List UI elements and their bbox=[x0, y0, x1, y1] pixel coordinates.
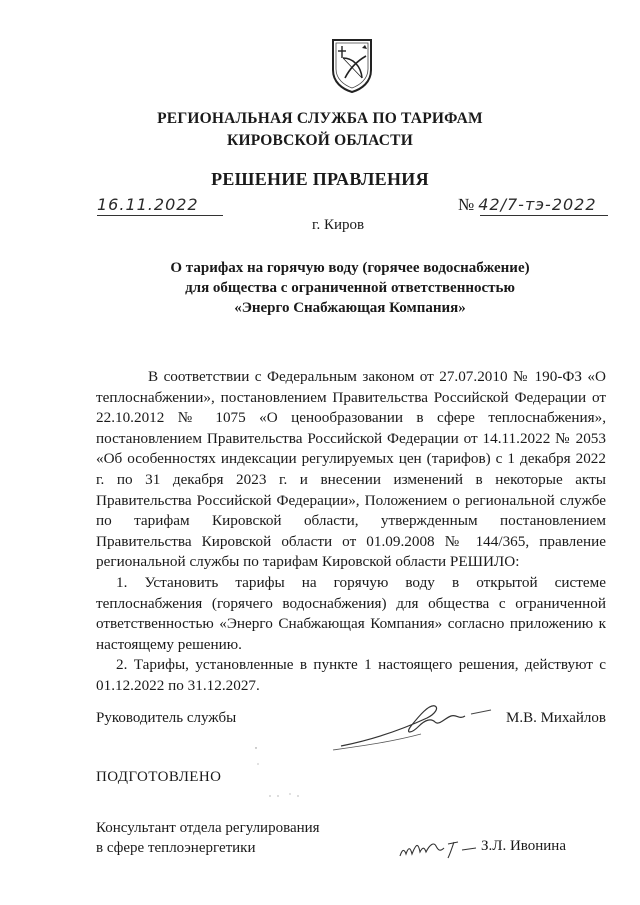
decision-date bbox=[97, 195, 223, 214]
number-underline bbox=[480, 215, 608, 216]
scan-specks bbox=[250, 740, 310, 810]
prepared-label: ПОДГОТОВЛЕНО bbox=[96, 769, 222, 785]
decision-body bbox=[96, 367, 606, 697]
item-2-paragraph: 2. Тарифы, установленные в пункте 1 настоящего решения, действуют с 01.12.2022 по 31.12.2027. bbox=[96, 656, 606, 694]
consultant-position bbox=[96, 818, 320, 858]
coat-of-arms-icon bbox=[329, 36, 375, 94]
consultant-position-line1: Консультант отдела регулирования bbox=[96, 820, 320, 836]
consultant-name: З.Л. Ивонина bbox=[481, 838, 566, 854]
decision-subject: О тарифах на горячую воду (горячее водоснабжение) для общества с ограниченной ответственностью «Энерго Снабжающая Компания» bbox=[170, 260, 530, 316]
document-title: РЕШЕНИЕ ПРАВЛЕНИЯ bbox=[211, 169, 429, 189]
head-signature-row bbox=[96, 710, 606, 750]
date-underline bbox=[97, 215, 223, 216]
number-sign: № bbox=[458, 195, 475, 214]
handwritten-signature-icon bbox=[396, 834, 482, 862]
head-name: М.В. Михайлов bbox=[505, 710, 606, 726]
organization-name-line2: КИРОВСКОЙ ОБЛАСТИ bbox=[227, 132, 413, 149]
organization-name-line1: РЕГИОНАЛЬНАЯ СЛУЖБА ПО ТАРИФАМ bbox=[157, 110, 483, 127]
decision-number bbox=[458, 195, 608, 215]
preamble-paragraph: В соответствии с Федеральным законом от 27.07.2010 № 190-ФЗ «О теплоснабжении», постановлением Правительства Российской Федерации от 22.10.2012 № 1075 «О ценообразовании в сфере теплоснабжения», постановлением Правительства Российской Федерации от 14.11.2022 № 2053 «Об особенностях индексации регулируемых цен (тарифов) с 1 декабря 2022 г. по 31 декабря 2023 г. и внесении изменений в некоторые акты Правительства Российской Федерации», Положением о региональной службе по тарифам Кировской области, утвержденным постановлением Правительства Кировской области от 01.09.2008 № 144/365, правление региональной службы по тарифам Кировской области РЕШИЛО: bbox=[96, 368, 606, 571]
consultant-position-line2: в сфере теплоэнергетики bbox=[96, 840, 256, 856]
item-1-paragraph: 1. Установить тарифы на горячую воду в открытой системе теплоснабжения (горячего водоснабжения) для общества с ограниченной ответственностью «Энерго Снабжающая Компания» согласно приложению к настоящему решению. bbox=[96, 573, 606, 653]
decision-number-value: 42/7-тэ-2022 bbox=[478, 195, 597, 214]
city: г. Киров bbox=[312, 217, 365, 233]
head-position-label: Руководитель службы bbox=[96, 710, 237, 726]
decision-date-value: 16.11.2022 bbox=[97, 195, 199, 214]
handwritten-signature-icon bbox=[331, 700, 501, 752]
